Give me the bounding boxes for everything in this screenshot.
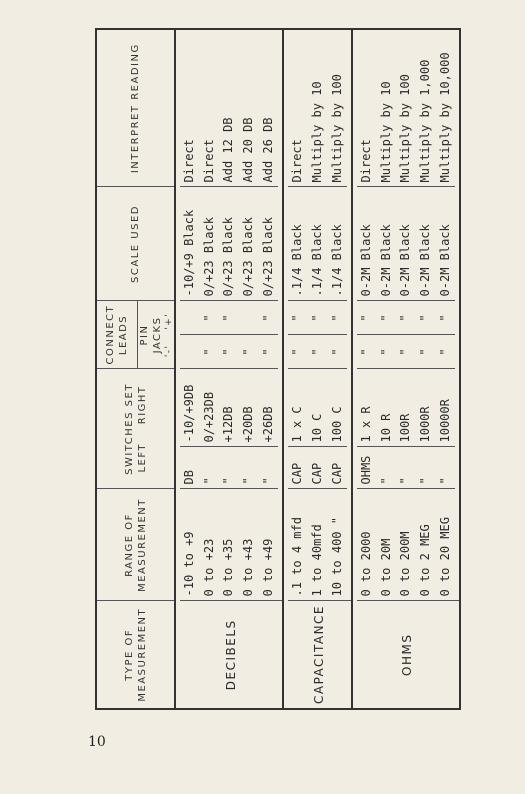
jack-plus-cell: "	[258, 301, 278, 335]
scale-cell: 0-2M Black	[377, 187, 397, 301]
switch-left-cell: "	[200, 447, 220, 489]
range-cell: 0 to 20 MEG	[435, 489, 455, 601]
table-row	[288, 29, 308, 709]
switch-right-cell: 1 x C	[288, 369, 308, 447]
header-scale: SCALE USED	[96, 187, 175, 301]
header-interpret: INTERPRET READING	[96, 29, 175, 187]
type-cell: CAPACITANCE	[288, 601, 352, 709]
measurement-table	[95, 28, 461, 710]
scale-cell: 0-2M Black	[396, 187, 416, 301]
switch-left-cell: "	[416, 447, 436, 489]
range-cell: 0 to 2000	[357, 489, 377, 601]
header-switches-line1: SWITCHES SET	[123, 383, 135, 475]
table-header	[96, 29, 175, 709]
jack-minus-cell: "	[239, 335, 259, 369]
jack-minus-cell: "	[219, 335, 239, 369]
jack-minus-cell: "	[327, 335, 347, 369]
range-cell: 0 to +23	[200, 489, 220, 601]
interpret-cell: Direct	[180, 29, 200, 187]
group-capacitance	[283, 29, 352, 709]
interpret-cell: Direct	[288, 29, 308, 187]
jack-plus-cell: "	[377, 301, 397, 335]
scale-cell: 0-2M Black	[357, 187, 377, 301]
header-type-line1: TYPE OF	[123, 628, 135, 681]
jack-minus-cell: "	[200, 335, 220, 369]
range-cell: 10 to 400 "	[327, 489, 347, 601]
group-decibels	[175, 29, 283, 709]
jack-minus-cell: "	[357, 335, 377, 369]
switch-left-cell: OHMS	[357, 447, 377, 489]
jack-plus-cell: "	[288, 301, 308, 335]
switch-right-cell: 10 R	[377, 369, 397, 447]
header-switches-line2: LEFT RIGHT	[136, 385, 148, 473]
interpret-cell: Multiply by 100	[396, 29, 416, 187]
table-row	[180, 29, 200, 709]
switch-right-cell: +12DB	[219, 369, 239, 447]
switch-left-cell: "	[239, 447, 259, 489]
jack-minus-cell: "	[416, 335, 436, 369]
switch-left-cell: DB	[180, 447, 200, 489]
jack-plus-cell: "	[396, 301, 416, 335]
switch-right-cell: +26DB	[258, 369, 278, 447]
type-cell: DECIBELS	[180, 601, 283, 709]
header-type-line2: MEASUREMENT	[136, 607, 148, 702]
scale-cell: 0-2M Black	[416, 187, 436, 301]
switch-right-cell: +20DB	[239, 369, 259, 447]
interpret-cell: Add 12 DB	[219, 29, 239, 187]
group-ohms	[352, 29, 460, 709]
header-range-line1: RANGE OF	[123, 513, 135, 577]
switch-left-cell: "	[396, 447, 416, 489]
scale-cell: 0/+23 Black	[239, 187, 259, 301]
scale-cell: .1/4 Black	[308, 187, 328, 301]
jack-plus-cell: "	[435, 301, 455, 335]
type-cell: OHMS	[357, 601, 460, 709]
range-cell: 0 to 20M	[377, 489, 397, 601]
scale-cell: 0-2M Black	[435, 187, 455, 301]
page-number: 10	[88, 734, 106, 750]
range-cell: .1 to 4 mfd	[288, 489, 308, 601]
jack-plus-label: '+'	[164, 312, 174, 330]
pin-jacks-label: PIN JACKS	[139, 316, 163, 354]
range-cell: 0 to +49	[258, 489, 278, 601]
switch-left-cell: CAP	[308, 447, 328, 489]
pin-jacks-signs	[164, 305, 174, 364]
switch-right-cell: 100 C	[327, 369, 347, 447]
jack-plus-cell: "	[327, 301, 347, 335]
switch-left-cell: CAP	[288, 447, 308, 489]
header-pin-jacks	[138, 301, 176, 369]
switch-right-cell: -10/+9DB	[180, 369, 200, 447]
jack-plus-cell	[239, 301, 259, 335]
interpret-cell: Multiply by 10,000	[435, 29, 455, 187]
switch-right-cell: 10 C	[308, 369, 328, 447]
header-range-line2: MEASUREMENT	[136, 498, 148, 592]
switch-left-cell: "	[258, 447, 278, 489]
range-cell: 0 to 200M	[396, 489, 416, 601]
table-row	[357, 29, 377, 709]
switch-right-cell: 0/+23DB	[200, 369, 220, 447]
range-cell: 0 to 2 MEG	[416, 489, 436, 601]
jack-minus-cell: "	[377, 335, 397, 369]
switch-right-cell: 1 x R	[357, 369, 377, 447]
scale-cell: 0/+23 Black	[219, 187, 239, 301]
jack-minus-cell: "	[258, 335, 278, 369]
scale-cell: .1/4 Black	[327, 187, 347, 301]
scale-cell: -10/+9 Black	[180, 187, 200, 301]
header-switches	[96, 369, 175, 489]
jack-minus-cell: "	[308, 335, 328, 369]
scale-cell: 0/+23 Black	[200, 187, 220, 301]
jack-plus-cell: "	[219, 301, 239, 335]
switch-left-cell: "	[219, 447, 239, 489]
jack-plus-cell: "	[200, 301, 220, 335]
jack-minus-cell: "	[288, 335, 308, 369]
jack-minus-label: '-'	[164, 344, 174, 358]
switch-left-cell: "	[377, 447, 397, 489]
switch-right-cell: 10000R	[435, 369, 455, 447]
jack-plus-cell: "	[416, 301, 436, 335]
scale-cell: .1/4 Black	[288, 187, 308, 301]
jack-plus-cell: "	[308, 301, 328, 335]
range-cell: 0 to +35	[219, 489, 239, 601]
switch-right-cell: 100R	[396, 369, 416, 447]
jack-minus-cell: "	[435, 335, 455, 369]
interpret-cell: Multiply by 100	[327, 29, 347, 187]
jack-plus-cell: "	[357, 301, 377, 335]
rotated-table-frame	[95, 30, 465, 710]
interpret-cell: Add 20 DB	[239, 29, 259, 187]
interpret-cell: Multiply by 10	[377, 29, 397, 187]
interpret-cell: Direct	[357, 29, 377, 187]
interpret-cell: Add 26 DB	[258, 29, 278, 187]
jack-minus-cell: "	[396, 335, 416, 369]
interpret-cell: Direct	[200, 29, 220, 187]
switch-left-cell: CAP	[327, 447, 347, 489]
range-cell: -10 to +9	[180, 489, 200, 601]
jack-minus-cell	[180, 335, 200, 369]
interpret-cell: Multiply by 1,000	[416, 29, 436, 187]
switch-right-cell: 1000R	[416, 369, 436, 447]
header-type	[96, 601, 175, 709]
scale-cell: 0/+23 Black	[258, 187, 278, 301]
jack-plus-cell	[180, 301, 200, 335]
range-cell: 0 to +43	[239, 489, 259, 601]
range-cell: 1 to 40mfd	[308, 489, 328, 601]
header-range	[96, 489, 175, 601]
switch-left-cell: "	[435, 447, 455, 489]
spacer	[455, 29, 460, 601]
header-connect: CONNECT LEADS	[96, 301, 138, 369]
interpret-cell: Multiply by 10	[308, 29, 328, 187]
